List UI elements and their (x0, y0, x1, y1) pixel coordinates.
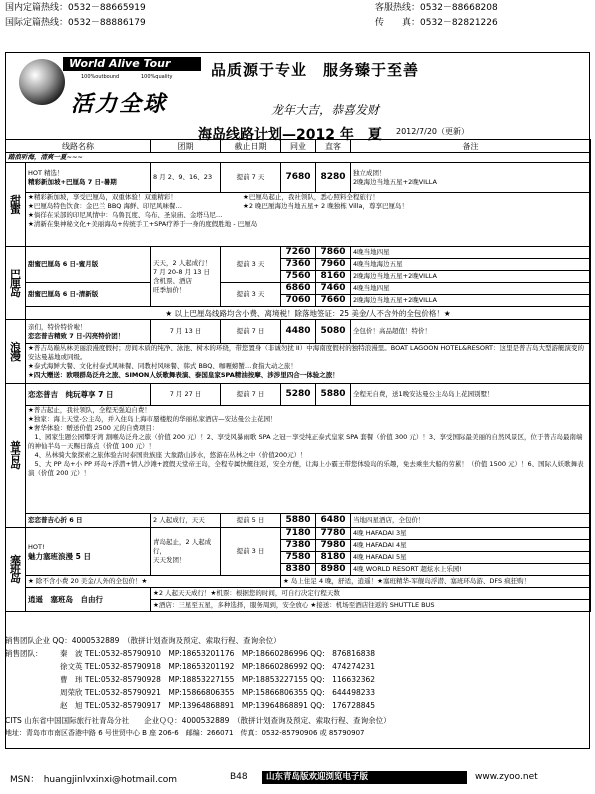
header-deadline: 截止日期 (221, 140, 281, 153)
price-direct: 7980 (316, 540, 351, 552)
table-row (6, 307, 591, 320)
route-dates: 天天，2 人起成行！ 7 月 20-8 月 13 日 含机票、酒店 旺季加价！ (151, 247, 221, 307)
route-note: ★2 人起天天成行！★机票：根据您的时间，可自行决定行程天数 (151, 588, 591, 600)
region-label: 塞班岛 (6, 528, 26, 612)
logo-sub-outbound: 100%outbound (81, 74, 120, 80)
route-name: 逍遥 塞班岛 自由行 (26, 588, 151, 612)
route-deadline: 提前 7 日 (221, 320, 281, 344)
price-direct: 7660 (316, 295, 351, 307)
route-details: ★普吉岛巅丛林美丽浪漫度假村；房间木质的纯净、泳池、树木的环绕，带您置身（非诚勿扰 II）中海南度假村的独特浪漫里。BOAT LAGOON HOTEL&RESORT：这里是普吉岛大型游艇演变的安达曼基地或同级。 ★泰式海鲜大餐、文化村泰式风味餐、同教村风味餐、韩式 BBQ、咖喱螃蟹…食指大动之旅！ ★四大赠送：欧喂群岛泛舟之旅、SIMON人妖歌舞表演、泰国皇家SPA精油按摩、涉涉里四合一体验之旅！ (26, 344, 591, 384)
route-name: 甜蜜巴厘岛 6 日-蜜月版 (26, 247, 151, 283)
route-name: 恋恋普吉 纯玩尊享 7 日 (26, 384, 151, 406)
price-peer: 8380 (281, 564, 316, 576)
logo-chinese: 活力全球 (71, 92, 168, 117)
route-deadline: 提前 3 天 (221, 283, 281, 307)
price-direct: 7780 (316, 528, 351, 540)
price-direct: 8180 (316, 552, 351, 564)
route-dates: 8 月 2、9、16、23 (151, 163, 221, 193)
route-note: ★酒店：三星至五星，多种选择，服务周到，安全放心 ★接送：机场至酒店往返的 SHUTTLE BUS (151, 600, 591, 612)
saipan-footnote-left: ★ 除不含小费 20 美金/人外的全包价！★ (26, 576, 281, 588)
plan-title: 海岛线路计划—2012 年 夏 (198, 127, 382, 143)
route-note: 4晚当地四星 (351, 247, 591, 259)
route-note: 独立成团！ 2晚海边当地五星+2晚VILLA (351, 163, 591, 193)
table-row (6, 163, 591, 193)
route-deadline: 提前 3 日 (221, 528, 281, 576)
route-note: 2晚海边当地五星+2晚VILLA (351, 295, 591, 307)
route-name: HOT 精选！ 精彩新加坡+巴厘岛 7 日-暑期 (26, 163, 151, 193)
sales-qq: 销售团队企业 QQ：4000532889 （散拼计划查询及预定、索取行程、查询余位） (5, 636, 281, 645)
route-note: 当地四星酒店，全包价！ (351, 514, 591, 528)
intro-text: 踏浪听海，清爽一夏~~~ (6, 153, 591, 163)
route-details: ★普吉起止，我社领队，全程无强迫自费！ ★独家：海上天堂-公主岛，并入住岛上海市蜃楼般的华丽私家酒店—安达曼公主花园！ ★奢华体验：赠送价值 2500 元的自费项目： 1、园家生题公园攀牙湾 割喉岛泛舟之旅（价值 200 元）！2、享受风暴雨歌 SPA 之冠－享受纯正泰式皇家 SPA 套餐（价值 300 元）！3、享受国际最美丽的自然风景区，位于普吉岛最南端的神仙半岛－天赐日落点（价值 100 元）！ 4、丛林骑大象探索之旅体验古时泰国贵族座 大象踏山涉水，悠游在丛林之中（价值200元）！ 5、大 PP 岛+小 PP 环岛+浮潜+情人沙滩+渡假天堂帝王岛，全程专属快艇往返，安全方便，让海上小霸王带您体验岛的乐趣，免去乘坐大船的劳累！（价值 1500 元）！6、国际人妖歌舞表演（价值 200 元）！ (26, 406, 591, 514)
slogan-main: 品质源于专业 服务臻于至善 (211, 61, 420, 79)
hotline-fax: 传 真：0532－82821226 (375, 18, 498, 28)
route-name: HOT! 魅力塞班浪漫 5 日 (26, 528, 151, 576)
table-row (6, 576, 591, 588)
table-row (6, 283, 591, 295)
region-label: 浪漫 (6, 320, 26, 384)
route-name: 甜蜜巴厘岛 6 日-清新版 (26, 283, 151, 307)
price-peer: 7180 (281, 528, 316, 540)
price-peer: 7260 (281, 247, 316, 259)
route-deadline: 提前 5 日 (221, 514, 281, 528)
route-note: 4晚 HAFADAI 3星 (351, 528, 591, 540)
route-note: 4晚当地海边五星 (351, 259, 591, 271)
hotline-domestic: 国内定篇热线：0532－88665919 (5, 3, 146, 13)
footer-msn: MSN： huangjinlvxinxi@hotmail.com (10, 775, 178, 785)
price-peer: 7060 (281, 295, 316, 307)
price-peer: 5280 (281, 384, 316, 406)
sales-member: 徐文英 TEL:0532-85790918 MP:18653201192 MP:18660286992 QQ: 474274231 (60, 662, 376, 671)
price-peer: 7360 (281, 259, 316, 271)
route-note: 4晚当地四星 (351, 283, 591, 295)
route-dates: 7 月 27 日 (151, 384, 221, 406)
table-row (6, 514, 591, 528)
table-row (6, 247, 591, 259)
region-label: 甜蜜 (6, 163, 26, 247)
company-info: CITS 山东省中国国际旅行社青岛分社 企业ＱＱ：4000532889 （散拼计划查询及预定、索取行程、查询余位） (5, 716, 391, 725)
saipan-footnote-right: ★ 岛上住足 4 晚，舒适，逍遥！★塞班精华-军舰岛浮潜、塞班环岛游、DFS 疯狂购！ (281, 576, 591, 588)
price-direct: 6480 (316, 514, 351, 528)
region-label: 普吉岛 (6, 384, 26, 528)
slogan-sub: 龙年大吉，恭喜发财 (271, 103, 380, 117)
logo-sub-quality: 100%quality (141, 74, 173, 80)
company-address: 地址：青岛市市南区香港中路 6 号世贸中心 B 座 206-6 邮编：266071 传真：0532-85790906 或 85790907 (5, 729, 365, 737)
route-note: 4晚 HAFADAI 4星 (351, 540, 591, 552)
sales-team-label: 销售团队： (5, 649, 43, 658)
price-peer: 7380 (281, 540, 316, 552)
price-direct: 8980 (316, 564, 351, 576)
route-deadline: 提前 7 日 (221, 384, 281, 406)
globe-icon (19, 59, 65, 105)
table-row (6, 193, 591, 247)
table-row (6, 344, 591, 384)
route-dates: 2 人起成行，天天 (151, 514, 221, 528)
table-row (6, 406, 591, 514)
table-row (6, 153, 591, 163)
price-direct: 5880 (316, 384, 351, 406)
route-name: 亲们，特价特价啦！ 恋恋普吉精致 7 日-闪亮特价团！ (26, 320, 151, 344)
hotline-international: 国际定篇热线：0532－88886179 (5, 18, 146, 28)
table-row (6, 588, 591, 600)
logo (11, 53, 211, 138)
table-row (6, 384, 591, 406)
price-direct: 5080 (316, 320, 351, 344)
bali-footnote: ★ 以上巴厘岛线路均含小费、离境税！除落地签证：25 美金/人不含外的全包价格！★ (26, 307, 591, 320)
route-note: 4晚 WORLD RESORT 超炫水上乐园! (351, 564, 591, 576)
hotline-service: 客服热线：0532－88668208 (375, 3, 498, 13)
route-note: 2晚海边当地五星+2晚VILLA (351, 271, 591, 283)
route-deadline: 提前 3 天 (221, 247, 281, 283)
table-row (6, 320, 591, 344)
price-peer: 4480 (281, 320, 316, 344)
header-dates: 团期 (151, 140, 221, 153)
price-direct: 7960 (316, 259, 351, 271)
route-details: ★精彩新加坡，享受巴厘岛，双重体验！双重精彩！ ★巴厘岛起止，我社领队，悉心照料全程旅行！ ★巴厘岛特色饮食：金巴兰 BBQ 海鲜、印尼风味餐… ★2 晚巴厘海边当地五星+ 2 晚独栋 Villa，尊享巴厘岛！ ★倘徉在采部的印尼风情中：乌鲁瓦度、乌布、圣泉庙、金塔马尼… ★清新在集神秘文化+美丽海岛+传统手工+SPA疗养于一身的度假胜地 - 巴厘岛 (26, 193, 591, 247)
header-note: 备注 (351, 140, 591, 153)
price-direct: 8160 (316, 271, 351, 283)
footer-brand: 山东青岛版欢迎浏览电子版 (262, 771, 467, 784)
sales-member: 秦 波 TEL:0532-85790910 MP:18653201176 MP:18660286996 QQ: 876816838 (60, 649, 376, 658)
header-direct: 直客 (316, 140, 351, 153)
price-peer: 7580 (281, 552, 316, 564)
price-peer: 7560 (281, 271, 316, 283)
footer-url[interactable]: www.zyoo.net (475, 772, 538, 782)
price-peer: 5880 (281, 514, 316, 528)
table-header (6, 140, 591, 153)
route-deadline: 提前 7 天 (221, 163, 281, 193)
route-dates: 7 月 13 日 (151, 320, 221, 344)
route-name: 恋恋普吉心折 6 日 (26, 514, 151, 528)
sales-member: 曹 玮 TEL:0532-85790928 MP:18853227155 MP:18853227155 QQ: 116632362 (60, 675, 376, 684)
price-peer: 6860 (281, 283, 316, 295)
route-table (5, 139, 591, 612)
sales-member: 赵 旭 TEL:0532-85790917 MP:13964868891 MP:13964868891 QQ: 176728845 (60, 701, 376, 710)
logo-name: World Alive Tour (63, 57, 201, 71)
plan-date: 2012/7/20（更新） (396, 127, 470, 136)
region-label: 巴厘岛 (6, 247, 26, 320)
table-row (6, 528, 591, 540)
price-direct: 7460 (316, 283, 351, 295)
footer-page-number: B48 (230, 772, 248, 782)
route-note: 全包价！高品超值！特价！ (351, 320, 591, 344)
route-note: 全程无自费，送1晚安达曼公主岛岛上花园别墅！ (351, 384, 591, 406)
price-direct: 7860 (316, 247, 351, 259)
route-dates: 青岛起止，2 人起成行， 天天发团！ (151, 528, 221, 576)
route-note: 4晚 HAFADAI 5星 (351, 552, 591, 564)
price-peer: 7680 (281, 163, 316, 193)
sales-member: 周荣欣 TEL:0532-85790921 MP:15866806355 MP:15866806355 QQ: 644498233 (60, 688, 376, 697)
price-direct: 8280 (316, 163, 351, 193)
header-peer: 同业 (281, 140, 316, 153)
header-route: 线路名称 (6, 140, 151, 153)
